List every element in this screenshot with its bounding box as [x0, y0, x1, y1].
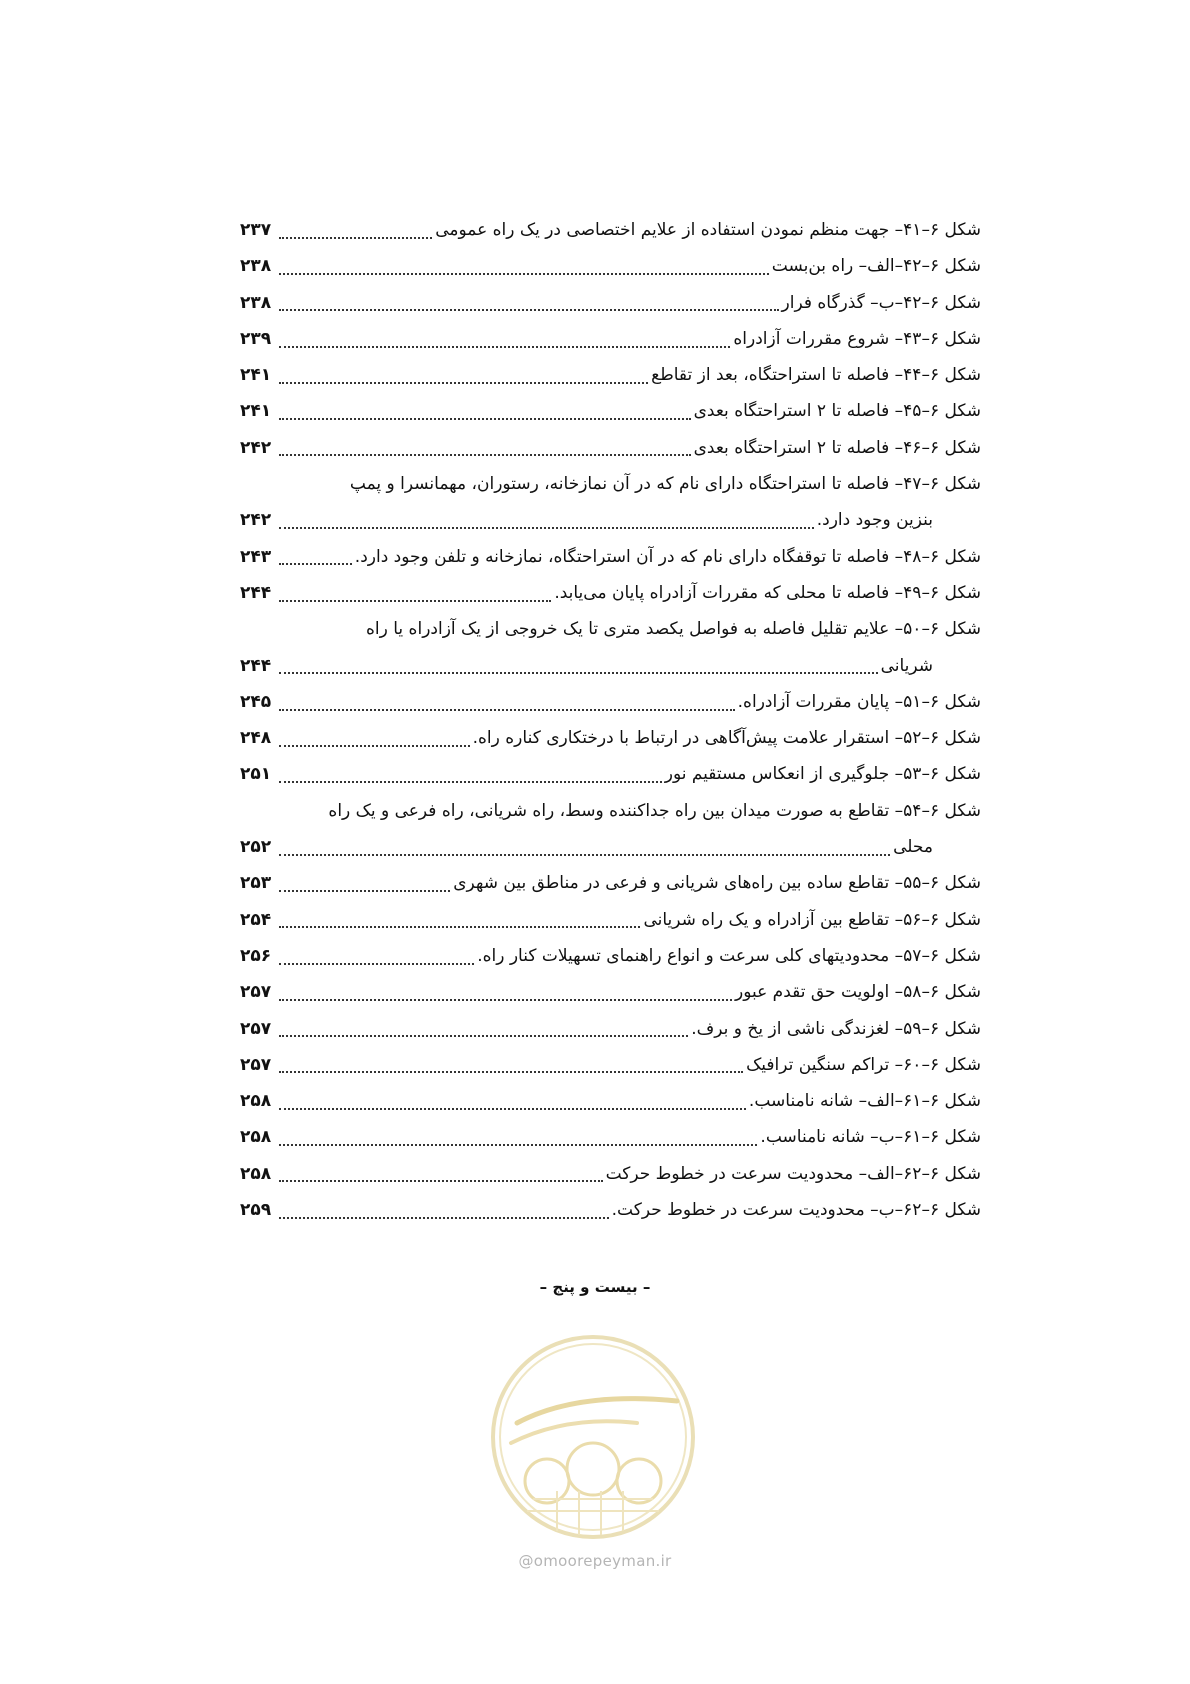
entry-title: شکل ۶–۵۲– استقرار علامت پیش‌آگاهی در ارتباط با درختکاری کناره راه. [472, 728, 981, 749]
entry-title: شکل ۶–۵۶– تقاطع بین آزادراه و یک راه شریانی [643, 909, 981, 930]
toc-entry[interactable] [240, 684, 981, 720]
entry-title: شکل ۶–۴۲–الف– راه بن‌بست [771, 256, 981, 277]
toc-entry[interactable] [240, 756, 981, 792]
toc-entry[interactable] [240, 321, 981, 357]
entry-page-number: ۲۵۸ [240, 1163, 272, 1184]
entry-title: شکل ۶–۵۹– لغزندگی ناشی از یخ و برف. [691, 1018, 981, 1039]
page-number: – بیست و پنج – [539, 1278, 651, 1296]
entry-title: شکل ۶–۵۸– اولویت حق تقدم عبور [735, 982, 981, 1003]
dot-leader [279, 962, 474, 965]
dot-leader [279, 998, 732, 1001]
dot-leader [279, 272, 769, 275]
entry-page-number: ۲۵۷ [240, 982, 272, 1003]
toc-entry[interactable] [240, 1047, 981, 1083]
entry-title: شکل ۶–۴۶– فاصله تا ۲ استراحتگاه بعدی [693, 437, 981, 458]
entry-title: شکل ۶–۴۵– فاصله تا ۲ استراحتگاه بعدی [693, 401, 981, 422]
dot-leader [279, 1216, 609, 1219]
toc-entry[interactable] [240, 720, 981, 756]
dot-leader [279, 1034, 688, 1037]
toc-entry[interactable] [240, 466, 981, 539]
entry-title: شکل ۶–۶۱–ب– شانه نامناسب. [760, 1127, 981, 1148]
entry-page-number: ۲۵۸ [240, 1091, 272, 1112]
entry-title: شکل ۶–۵۴– تقاطع به صورت میدان بین راه جداکننده وسط، راه شریانی، راه فرعی و یک راه [328, 800, 981, 821]
entry-page-number: ۲۵۲ [240, 837, 272, 858]
entry-page-number: ۲۳۸ [240, 292, 272, 313]
dot-leader [279, 526, 814, 529]
entry-title: شکل ۶–۶۲–ب– محدودیت سرعت در خطوط حرکت. [611, 1200, 981, 1221]
watermark-logo [487, 1331, 699, 1543]
entry-page-number: ۲۵۶ [240, 945, 272, 966]
entry-title-continuation: شریانی [880, 655, 933, 676]
toc-entry[interactable] [240, 1192, 981, 1228]
entry-title: شکل ۶–۴۹– فاصله تا محلی که مقررات آزادراه پایان می‌یابد. [554, 582, 981, 603]
toc-entry[interactable] [240, 938, 981, 974]
entry-page-number: ۲۴۵ [240, 691, 272, 712]
entry-title-continuation: بنزین وجود دارد. [816, 510, 933, 531]
entry-title: شکل ۶–۵۳– جلوگیری از انعکاس مستقیم نور [664, 764, 981, 785]
entry-title: شکل ۶–۴۸– فاصله تا توقفگاه دارای نام که در آن استراحتگاه، نمازخانه و تلفن وجود دارد. [354, 546, 981, 567]
dot-leader [279, 417, 691, 420]
toc-entry[interactable] [240, 1156, 981, 1192]
dot-leader [279, 345, 730, 348]
toc-entry[interactable] [240, 1083, 981, 1119]
entry-title: شکل ۶–۵۵– تقاطع ساده بین راه‌های شریانی و فرعی در مناطق بین شهری [453, 873, 981, 894]
dot-leader [279, 1070, 743, 1073]
toc-entry[interactable] [240, 865, 981, 901]
dot-leader [279, 780, 662, 783]
entry-page-number: ۲۴۱ [240, 401, 272, 422]
toc-entry[interactable] [240, 357, 981, 393]
entry-page-number: ۲۵۷ [240, 1018, 272, 1039]
toc-entry[interactable] [240, 393, 981, 429]
toc-entry[interactable] [240, 793, 981, 866]
entry-page-number: ۲۵۱ [240, 764, 272, 785]
dot-leader [279, 381, 648, 384]
toc-entry[interactable] [240, 430, 981, 466]
entry-page-number: ۲۴۴ [240, 655, 272, 676]
entry-page-number: ۲۴۴ [240, 582, 272, 603]
dot-leader [279, 1107, 746, 1110]
toc-entry[interactable] [240, 1011, 981, 1047]
entry-page-number: ۲۴۲ [240, 437, 272, 458]
dot-leader [279, 599, 551, 602]
entry-page-number: ۲۵۳ [240, 873, 272, 894]
toc-entry[interactable] [240, 575, 981, 611]
entry-title: شکل ۶–۴۱– جهت منظم نمودن استفاده از علایم اختصاصی در یک راه عمومی [435, 220, 981, 240]
entry-page-number: ۲۴۸ [240, 728, 272, 749]
dot-leader [279, 671, 878, 674]
entry-page-number: ۲۴۲ [240, 510, 272, 531]
toc-entry[interactable] [240, 539, 981, 575]
entry-page-number: ۲۳۸ [240, 256, 272, 277]
dot-leader [279, 308, 779, 311]
entry-title-continuation: محلی [893, 837, 933, 858]
dot-leader [279, 562, 352, 565]
entry-title: شکل ۶–۶۱–الف– شانه نامناسب. [748, 1091, 981, 1112]
entry-page-number: ۲۵۹ [240, 1200, 272, 1221]
entry-page-number: ۲۵۷ [240, 1054, 272, 1075]
entry-title: شکل ۶–۶۲–الف– محدودیت سرعت در خطوط حرکت [605, 1163, 981, 1184]
entry-title: شکل ۶–۵۷– محدودیتهای کلی سرعت و انواع راهنمای تسهیلات کنار راه. [477, 945, 981, 966]
entry-title: شکل ۶–۴۷– فاصله تا استراحتگاه دارای نام که در آن نمازخانه، رستوران، مهمانسرا و پمپ [349, 474, 981, 495]
dot-leader [279, 708, 735, 711]
entry-title: شکل ۶–۴۳– شروع مقررات آزادراه [733, 328, 981, 349]
dot-leader [279, 925, 640, 928]
toc-entry[interactable] [240, 902, 981, 938]
dot-leader [279, 889, 450, 892]
dot-leader [279, 236, 432, 239]
entry-page-number: ۲۳۷ [240, 220, 272, 240]
entry-page-number: ۲۴۱ [240, 365, 272, 386]
dot-leader [279, 453, 691, 456]
dot-leader [279, 1143, 757, 1146]
toc-entry[interactable] [240, 212, 981, 248]
entry-title: شکل ۶–۴۲–ب– گذرگاه فرار [781, 292, 981, 313]
watermark-site: @omoorepeyman.ir [518, 1552, 672, 1570]
entry-title: شکل ۶–۶۰– تراکم سنگین ترافیک [746, 1054, 981, 1075]
entry-title: شکل ۶–۴۴– فاصله تا استراحتگاه، بعد از تقاطع [651, 365, 981, 386]
dot-leader [279, 744, 470, 747]
toc-entry[interactable] [240, 611, 981, 684]
toc-entry[interactable] [240, 285, 981, 321]
entry-title: شکل ۶–۵۱– پایان مقررات آزادراه. [737, 691, 981, 712]
toc-entry[interactable] [240, 248, 981, 284]
entry-page-number: ۲۴۳ [240, 546, 272, 567]
toc-entry[interactable] [240, 1119, 981, 1155]
entry-page-number: ۲۳۹ [240, 328, 272, 349]
entry-title: شکل ۶–۵۰– علایم تقلیل فاصله به فواصل یکصد متری تا یک خروجی از یک آزادراه یا راه [366, 619, 981, 640]
dot-leader [279, 853, 890, 856]
toc-entry[interactable] [240, 974, 981, 1010]
figure-list [240, 212, 981, 1228]
entry-page-number: ۲۵۴ [240, 909, 272, 930]
dot-leader [279, 1179, 603, 1182]
entry-page-number: ۲۵۸ [240, 1127, 272, 1148]
